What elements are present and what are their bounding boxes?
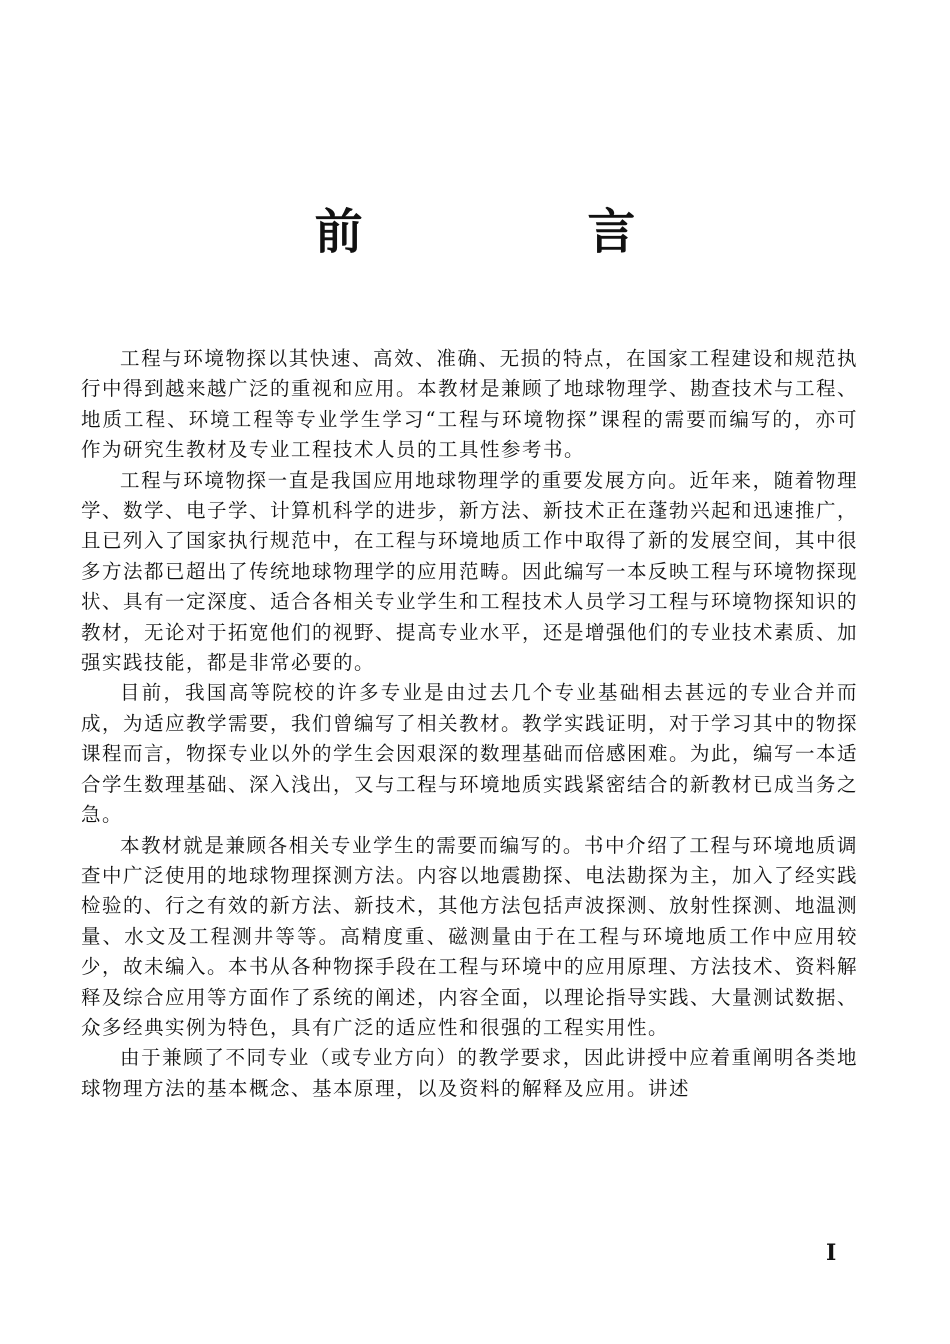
paragraph-5: 由于兼顾了不同专业（或专业方向）的教学要求，因此讲授中应着重阐明各类地球物理方法的基本概念、基本原理，以及资料的解释及应用。讲述 xyxy=(81,1046,858,1100)
page-number: I xyxy=(826,1240,837,1266)
paragraph-2: 工程与环境物探一直是我国应用地球物理学的重要发展方向。近年来，随着物理学、数学、电子学、计算机科学的进步，新方法、新技术正在蓬勃兴起和迅速推广，且已列入了国家执行规范中，在工程与环境地质工作中取得了新的发展空间，其中很多方法都已超出了传统地球物理学的应用范畴。因此编写一本反映工程与环境物探现状、具有一定深度、适合各相关专业学生和工程技术人员学习工程与环境物探知识的教材，无论对于拓宽他们的视野、提高专业水平，还是增强他们的专业技术素质、加强实践技能，都是非常必要的。 xyxy=(81,468,859,675)
preface-body xyxy=(81,344,858,1104)
page-title: 前 言 xyxy=(314,204,740,260)
paragraph-1: 工程与环境物探以其快速、高效、准确、无损的特点，在国家工程建设和规范执行中得到越来越广泛的重视和应用。本教材是兼顾了地球物理学、勘查技术与工程、地质工程、环境工程等专业学生学习“工程与环境物探”课程的需要而编写的，亦可作为研究生教材及专业工程技术人员的工具性参考书。 xyxy=(81,347,859,462)
paragraph-4: 本教材就是兼顾各相关专业学生的需要而编写的。书中介绍了工程与环境地质调查中广泛使用的地球物理探测方法。内容以地震勘探、电法勘探为主，加入了经实践检验的、行之有效的新方法、新技术，其他方法包括声波探测、放射性探测、地温测量、水文及工程测井等等。高精度重、磁测量由于在工程与环境地质工作中应用较少，故未编入。本书从各种物探手段在工程与环境中的应用原理、方法技术、资料解释及综合应用等方面作了系统的阐述，内容全面，以理论指导实践、大量测试数据、众多经典实例为特色，具有广泛的适应性和很强的工程实用性。 xyxy=(81,833,859,1039)
paragraph-3: 目前，我国高等院校的许多专业是由过去几个专业基础相去甚远的专业合并而成，为适应教学需要，我们曾编写了相关教材。教学实践证明，对于学习其中的物探课程而言，物探专业以外的学生会因艰深的数理基础而倍感困难。为此，编写一本适合学生数理基础、深入浅出，又与工程与环境地质实践紧密结合的新教材已成当务之急。 xyxy=(81,681,859,827)
